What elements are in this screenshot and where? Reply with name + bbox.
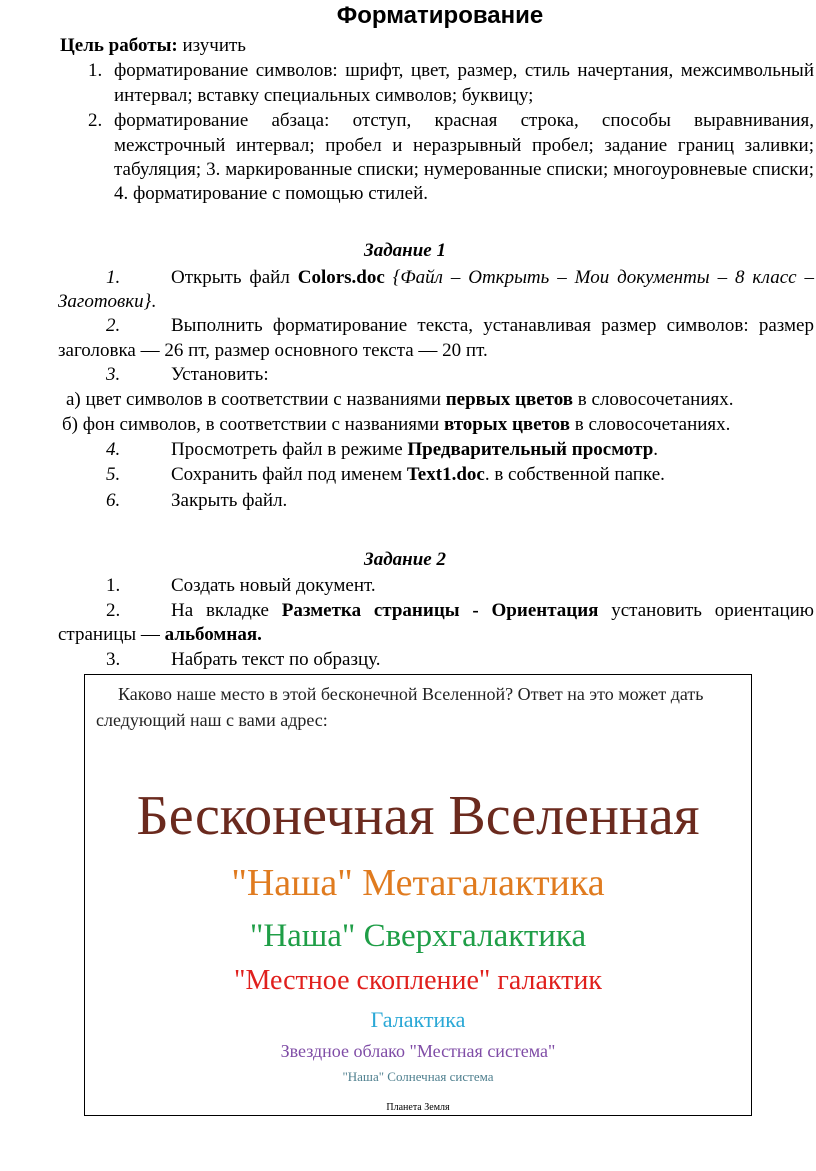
task2-step1-number: 1. xyxy=(106,575,121,596)
goal-item-2-line-3: табуляция; 3. маркированные списки; нумерованные списки; многоуровневые списки; xyxy=(114,159,814,180)
task2-heading: Задание 2 xyxy=(364,549,446,570)
goal-text: изучить xyxy=(177,35,246,56)
sample-line-solar-system: "Наша" Солнечная система xyxy=(342,1069,494,1084)
task1-step1-line-1: Открыть файл Colors.doc {Файл – Открыть – Мои документы – 8 класс – xyxy=(171,267,814,288)
task1-step4-text: Просмотреть файл в режиме Предварительный просмотр. xyxy=(171,439,659,460)
task1-step2-number: 2. xyxy=(106,315,121,336)
goal-item-2-line-4: 4. форматирование с помощью стилей. xyxy=(114,183,428,204)
task2-step2-line-1: На вкладке Разметка страницы - Ориентация установить ориентацию xyxy=(171,600,814,621)
sample-intro-line-2: следующий наш с вами адрес: xyxy=(96,710,328,730)
task2-step2-line-2: страницы — альбомная. xyxy=(58,624,262,645)
sample-line-star-cloud: Звездное облако "Местная система" xyxy=(280,1041,556,1061)
task1-step1-number: 1. xyxy=(106,267,121,288)
goal-item-2-line-1: форматирование абзаца: отступ, красная строка, способы выравнивания, xyxy=(114,110,814,131)
sample-line-local-cluster: "Местное скопление" галактик xyxy=(234,965,602,996)
task1-step6-text: Закрыть файл. xyxy=(171,490,288,511)
task2-step2-number: 2. xyxy=(106,600,121,621)
filename-colors: Colors.doc xyxy=(297,267,385,288)
sample-line-metagalaxy: "Наша" Метагалактика xyxy=(231,862,605,904)
task2-step1-text: Создать новый документ. xyxy=(171,575,376,596)
goal-item-1-number: 1. xyxy=(88,60,103,81)
task1-step2-line-1: Выполнить форматирование текста, устанавливая размер символов: размер xyxy=(171,315,814,336)
task1-step5-text: Сохранить файл под именем Text1.doc. в собственной папке. xyxy=(171,464,665,485)
sample-line-supergalaxy: "Наша" Сверхгалактика xyxy=(249,918,587,954)
task1-step3-number: 3. xyxy=(106,364,121,385)
task1-step5-number: 5. xyxy=(106,464,121,485)
task2-step3-text: Набрать текст по образцу. xyxy=(171,649,381,670)
task1-step4-number: 4. xyxy=(106,439,121,460)
goal-item-1-line-2: интервал; вставку специальных символов; буквицу; xyxy=(114,85,534,106)
goal-item-1-line-1: форматирование символов: шрифт, цвет, размер, стиль начертания, межсимвольный xyxy=(114,60,814,81)
goal-label: Цель работы: xyxy=(60,35,178,56)
task1-heading: Задание 1 xyxy=(364,240,446,261)
sample-line-galaxy: Галактика xyxy=(370,1007,466,1032)
sample-line-universe: Бесконечная Вселенная xyxy=(136,785,700,847)
task1-step3-b: б) фон символов, в соответствии с названиями вторых цветов в словосочетаниях. xyxy=(62,414,731,435)
goal-item-2-number: 2. xyxy=(88,110,103,131)
task1-step1-line-2: Заготовки}. xyxy=(58,291,157,312)
goal-item-2-line-2: межстрочный интервал; пробел и неразрывный пробел; задание границ заливки; xyxy=(114,135,814,156)
sample-intro-line-1: Каково наше место в этой бесконечной Вселенной? Ответ на это может дать xyxy=(118,684,704,704)
task1-step6-number: 6. xyxy=(106,490,121,511)
sample-line-earth: Планета Земля xyxy=(386,1102,450,1113)
page-title: Форматирование xyxy=(336,2,544,29)
task1-step3-text: Установить: xyxy=(171,364,269,385)
task1-step3-a: а) цвет символов в соответствии с названиями первых цветов в словосочетаниях. xyxy=(66,389,734,410)
goal-line xyxy=(60,34,246,58)
task2-step3-number: 3. xyxy=(106,649,121,670)
task1-step2-line-2: заголовка — 26 пт, размер основного текста — 20 пт. xyxy=(58,340,488,361)
